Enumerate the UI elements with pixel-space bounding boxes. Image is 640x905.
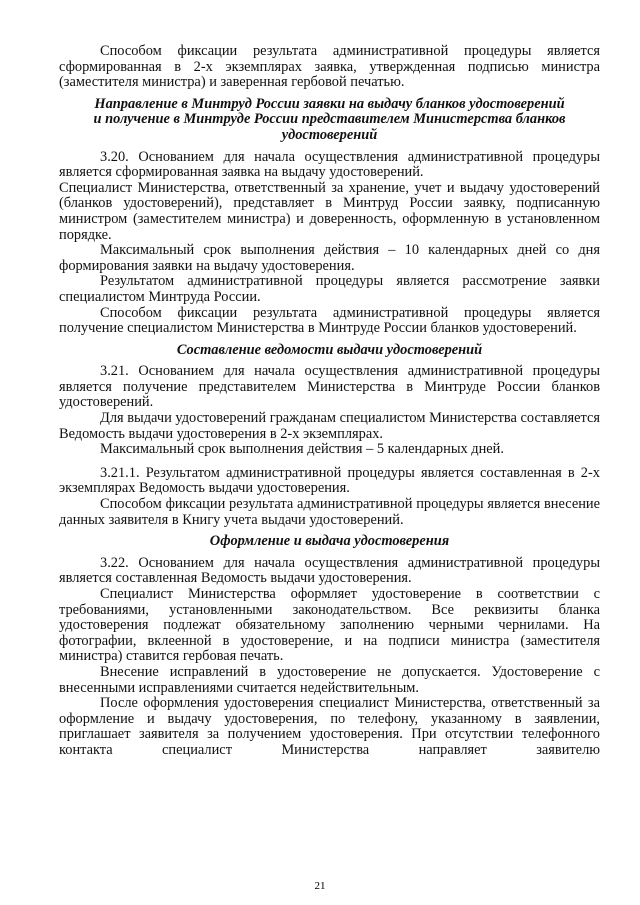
paragraph: Внесение исправлений в удостоверение не допускается. Удостоверение с внесенными исправлениями считается недействительным. xyxy=(59,663,600,696)
heading-line: и получение в Минтруде России представителем Министерства бланков xyxy=(93,111,566,128)
paragraph: Результатом административной процедуры является рассмотрение заявки специалистом Минтруда России. xyxy=(59,273,600,305)
page-number: 21 xyxy=(314,880,326,892)
paragraph: Для выдачи удостоверений гражданам специалистом Министерства составляется Ведомость выдачи удостоверения в 2-х экземплярах. xyxy=(59,410,600,442)
paragraph: 3.22. Основанием для начала осуществления административной процедуры является составленная Ведомость выдачи удостоверения. xyxy=(59,554,600,587)
paragraph: После оформления удостоверения специалист Министерства, ответственный за оформление и выдачу удостоверения, по телефону, указанному в заявлении, приглашает заявителя за получением удостоверения. При отсутствии телефонного контакта специалист Министерства направляет заявителю xyxy=(59,695,600,758)
paragraph: 3.21. Основанием для начала осуществления административной процедуры является получение представителем Министерства в Минтруде России бланков удостоверений. xyxy=(59,363,600,411)
section-heading-issuance: Оформление и выдача удостоверения xyxy=(209,533,450,550)
paragraph: 3.20. Основанием для начала осуществления административной процедуры является сформированная заявка на выдачу удостоверений. xyxy=(59,148,600,181)
paragraph: Способом фиксации результата административной процедуры является получение специалистом Министерства в Минтруде России бланков удостоверений. xyxy=(59,304,600,337)
paragraph: Специалист Министерства оформляет удостоверение в соответствии с требованиями, установленными законодательством. Все реквизиты бланка удостоверения подлежат обязательному заполнению черными чернилами. На фотографии, вклеенной в удостоверение, и на подписи министра (заместителя министра) ставится гербовая печать. xyxy=(59,586,600,665)
paragraph: Специалист Министерства, ответственный за хранение, учет и выдачу удостоверений (бланков удостоверений), представляет в Минтруд России заявку, подписанную министром (заместителем министра) и доверенность, оформленную в установленном порядке. xyxy=(59,179,600,243)
paragraph: 3.21.1. Результатом административной процедуры является составленная в 2-х экземплярах Ведомость выдачи удостоверения. xyxy=(59,464,600,497)
section-heading-blanks xyxy=(59,97,600,144)
paragraph: Максимальный срок выполнения действия – 5 календарных дней. xyxy=(100,441,504,458)
intro-paragraph: Способом фиксации результата административной процедуры является сформированная в 2-х экземплярах заявка, утвержденная подписью министра (заместителя министра) и заверенная гербовой печатью. xyxy=(59,43,600,91)
section-heading-statement: Составление ведомости выдачи удостоверений xyxy=(176,341,483,358)
heading-line: Направление в Минтруд России заявки на выдачу бланков удостоверений xyxy=(94,95,565,112)
paragraph: Максимальный срок выполнения действия – 10 календарных дней со дня формирования заявки на выдачу удостоверения. xyxy=(59,242,600,274)
paragraph: Способом фиксации результата административной процедуры является внесение данных заявителя в Книгу учета выдачи удостоверений. xyxy=(59,496,600,528)
heading-line: удостоверений xyxy=(281,126,378,143)
